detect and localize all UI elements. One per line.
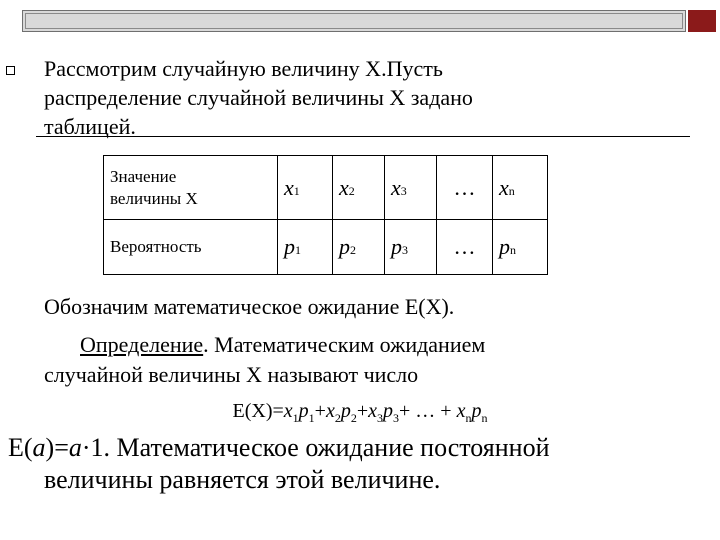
table-cell-xn: xn xyxy=(493,156,548,220)
divider-line xyxy=(36,136,690,137)
notation-text: Обозначим математическое ожидание E(X). xyxy=(44,294,455,319)
table-cell-p2: p2 xyxy=(333,220,385,275)
bullet-square-icon xyxy=(6,66,15,75)
table-cell-pn: pn xyxy=(493,220,548,275)
intro-line-2: распределение случайной величины X задано xyxy=(44,85,473,110)
table-cell-ellipsis: … xyxy=(437,156,493,220)
accent-block xyxy=(688,10,716,32)
distribution-table xyxy=(103,155,548,275)
definition-line-2: случайной величины X называют число xyxy=(44,362,419,387)
property-line-1: E(a)=a·1. Математическое ожидание постоянной xyxy=(8,433,550,462)
property-paragraph xyxy=(8,432,708,496)
table-cell-x1: x1 xyxy=(278,156,333,220)
table-cell-p3: p3 xyxy=(385,220,437,275)
table-cell-x2: x2 xyxy=(333,156,385,220)
expectation-formula: $E(X)=x_1p_1+x_2p_2+x_3p_3+$ … + $x_np_n$ xyxy=(232,400,488,425)
intro-line-3: таблицей. xyxy=(44,114,136,139)
table-row-values xyxy=(104,156,548,220)
intro-line-1: Рассмотрим случайную величину X.Пусть xyxy=(44,56,443,81)
title-bar-inner xyxy=(25,13,683,29)
table-cell-p1: p1 xyxy=(278,220,333,275)
intro-paragraph xyxy=(44,54,664,141)
table-cell-ellipsis-2: … xyxy=(437,220,493,275)
title-bar xyxy=(22,10,686,32)
table-header-value: Значение величины X xyxy=(104,156,278,220)
property-line-2: величины равняется этой величине. xyxy=(44,465,441,494)
table-header-probability: Вероятность xyxy=(104,220,278,275)
table-cell-x3: x3 xyxy=(385,156,437,220)
definition-term: Определение xyxy=(80,332,204,357)
definition-line-1: Определение. Математическим ожиданием xyxy=(80,332,486,357)
table-row-probabilities xyxy=(104,220,548,275)
